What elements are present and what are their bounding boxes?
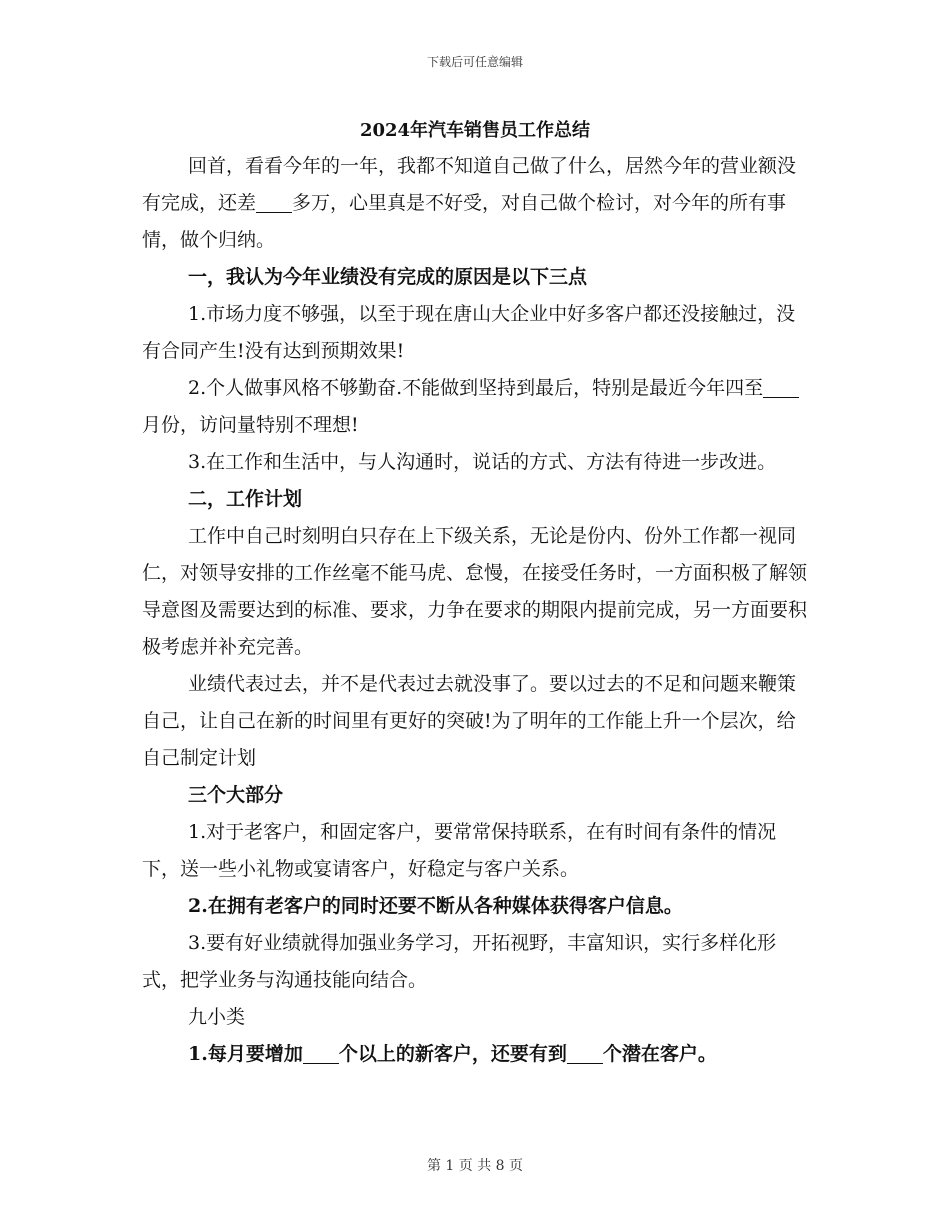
blank-line: [567, 1043, 603, 1064]
intro-text-b: 多万，心里真是不好受，对自己做个检讨，对今年的所有事情，做个归纳。: [142, 192, 787, 251]
category-1-text-c: 个潜在客户。: [602, 1043, 717, 1065]
blank-line: [303, 1043, 339, 1064]
category-item-1: [142, 1036, 812, 1073]
reason-2-text-a: 2.个人做事风格不够勤奋.不能做到坚持到最后，特别是最近今年四至: [188, 377, 764, 399]
reason-2-text-b: 月份，访问量特别不理想!: [142, 414, 359, 436]
part-item-1: 1.对于老客户，和固定客户，要常常保持联系，在有时间有条件的情况下，送一些小礼物或宴请客户，好稳定与客户关系。: [142, 821, 777, 880]
category-1-text-a: 1.每月要增加: [188, 1043, 303, 1065]
intro-paragraph: [142, 148, 812, 259]
intro-text-a: 回首，看看今年的一年，我都不知道自己做了什么，居然今年的营业额没有完成，还差: [142, 155, 797, 214]
blank-line: [256, 192, 292, 213]
page-header: 下载后可任意编辑: [426, 55, 523, 69]
section-heading-1: 一，我认为今年业绩没有完成的原因是以下三点: [188, 266, 588, 288]
category-1-text-b: 个以上的新客户，还要有到: [338, 1043, 567, 1065]
part-item-3: 3.要有好业绩就得加强业务学习，开拓视野，丰富知识，实行多样化形式，把学业务与沟通技能向结合。: [142, 932, 777, 991]
document-title: 2024年汽车销售员工作总结: [359, 120, 591, 141]
document-body: [142, 148, 812, 1073]
plan-paragraph-2: 业绩代表过去，并不是代表过去就没事了。要以过去的不足和问题来鞭策自己，让自己在新的时间里有更好的突破!为了明年的工作能上升一个层次，给自己制定计划: [142, 673, 797, 769]
subheading-nine-categories: 九小类: [188, 1006, 246, 1028]
reason-1: 1.市场力度不够强，以至于现在唐山大企业中好多客户都还没接触过，没有合同产生!没有达到预期效果!: [142, 303, 796, 362]
section-heading-2: 二，工作计划: [188, 488, 303, 510]
page-footer: 第 1 页 共 8 页: [426, 1158, 524, 1174]
blank-line: [763, 377, 799, 398]
part-item-2: 2.在拥有老客户的同时还要不断从各种媒体获得客户信息。: [188, 895, 683, 917]
reason-3: 3.在工作和生活中，与人沟通时，说话的方式、方法有待进一步改进。: [188, 451, 777, 473]
subheading-three-parts: 三个大部分: [188, 784, 284, 806]
reason-2: [142, 370, 812, 444]
plan-paragraph-1: 工作中自己时刻明白只存在上下级关系，无论是份内、份外工作都一视同仁，对领导安排的工作丝毫不能马虎、怠慢，在接受任务时，一方面积极了解领导意图及需要达到的标准、要求，力争在要求的期限内提前完成，另一方面要积极考虑并补充完善。: [142, 525, 808, 658]
